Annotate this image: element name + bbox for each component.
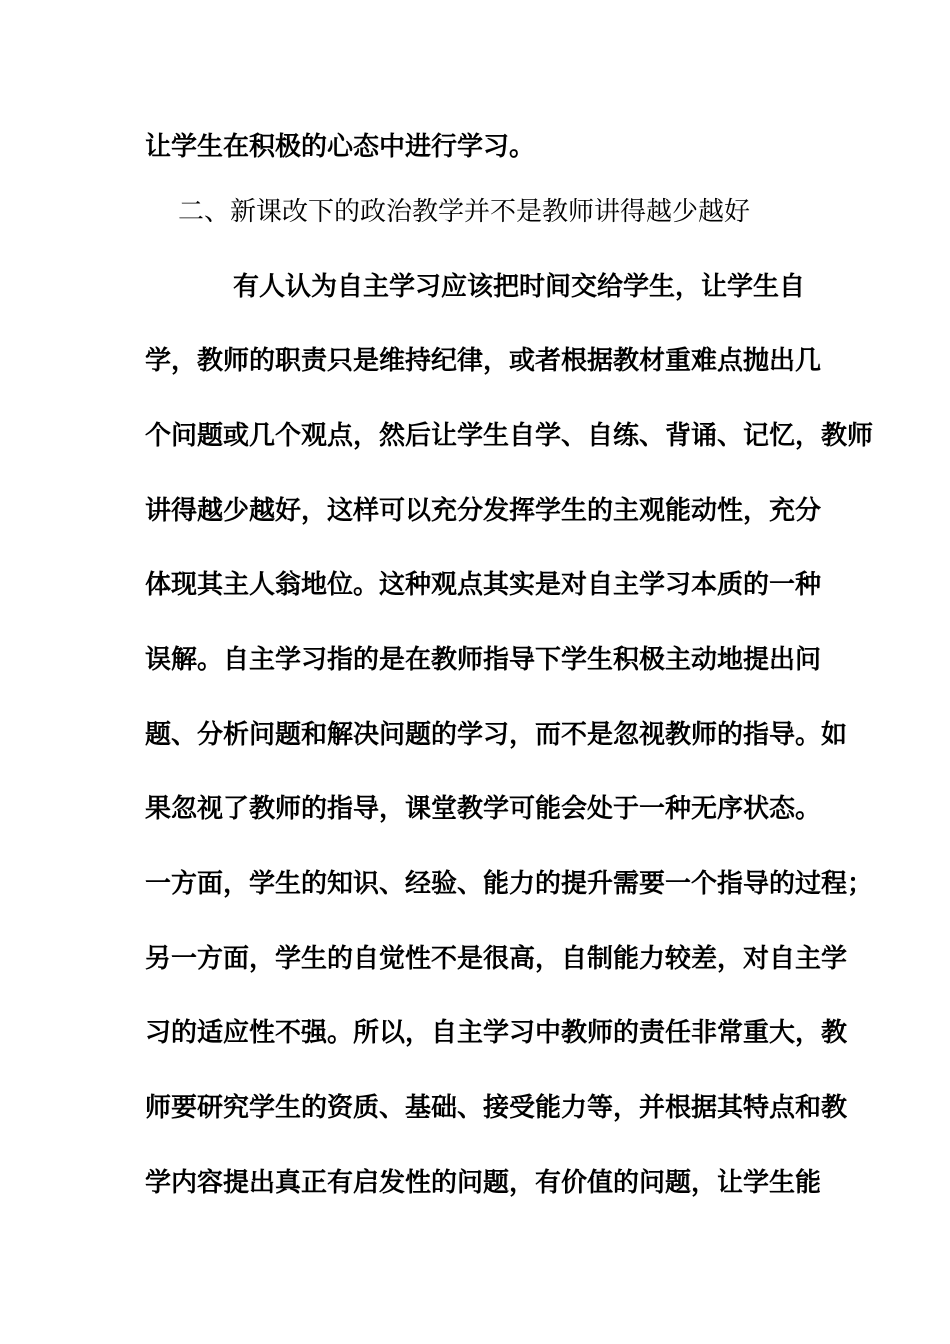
paragraph-line-4: 学，教师的职责只是维持纪律，或者根据教材重难点抛出几 xyxy=(145,346,822,376)
paragraph-line-8: 误解。自主学习指的是在教师指导下学生积极主动地提出问 xyxy=(145,645,822,675)
paragraph-line-14: 师要研究学生的资质、基础、接受能力等，并根据其特点和教 xyxy=(145,1093,848,1123)
paragraph-line-1: 让学生在积极的心态中进行学习。 xyxy=(145,132,536,162)
paragraph-line-7: 体现其主人翁地位。这种观点其实是对自主学习本质的一种 xyxy=(145,570,822,600)
paragraph-line-11: 一方面，学生的知识、经验、能力的提升需要一个指导的过程； xyxy=(145,869,874,899)
paragraph-line-6: 讲得越少越好，这样可以充分发挥学生的主观能动性，充分 xyxy=(145,496,822,526)
paragraph-line-3: 有人认为自主学习应该把时间交给学生，让学生自 xyxy=(233,272,806,302)
paragraph-line-10: 果忽视了教师的指导，课堂教学可能会处于一种无序状态。 xyxy=(145,794,822,824)
paragraph-line-13: 习的适应性不强。所以，自主学习中教师的责任非常重大，教 xyxy=(145,1018,848,1048)
paragraph-line-5: 个问题或几个观点，然后让学生自学、自练、背诵、记忆，教师 xyxy=(145,421,874,451)
section-heading: 二、新课改下的政治教学并不是教师讲得越少越好 xyxy=(178,197,751,227)
paragraph-line-15: 学内容提出真正有启发性的问题，有价值的问题，让学生能 xyxy=(145,1168,822,1198)
paragraph-line-12: 另一方面，学生的自觉性不是很高，自制能力较差，对自主学 xyxy=(145,944,848,974)
paragraph-line-9: 题、分析问题和解决问题的学习，而不是忽视教师的指导。如 xyxy=(145,720,848,750)
